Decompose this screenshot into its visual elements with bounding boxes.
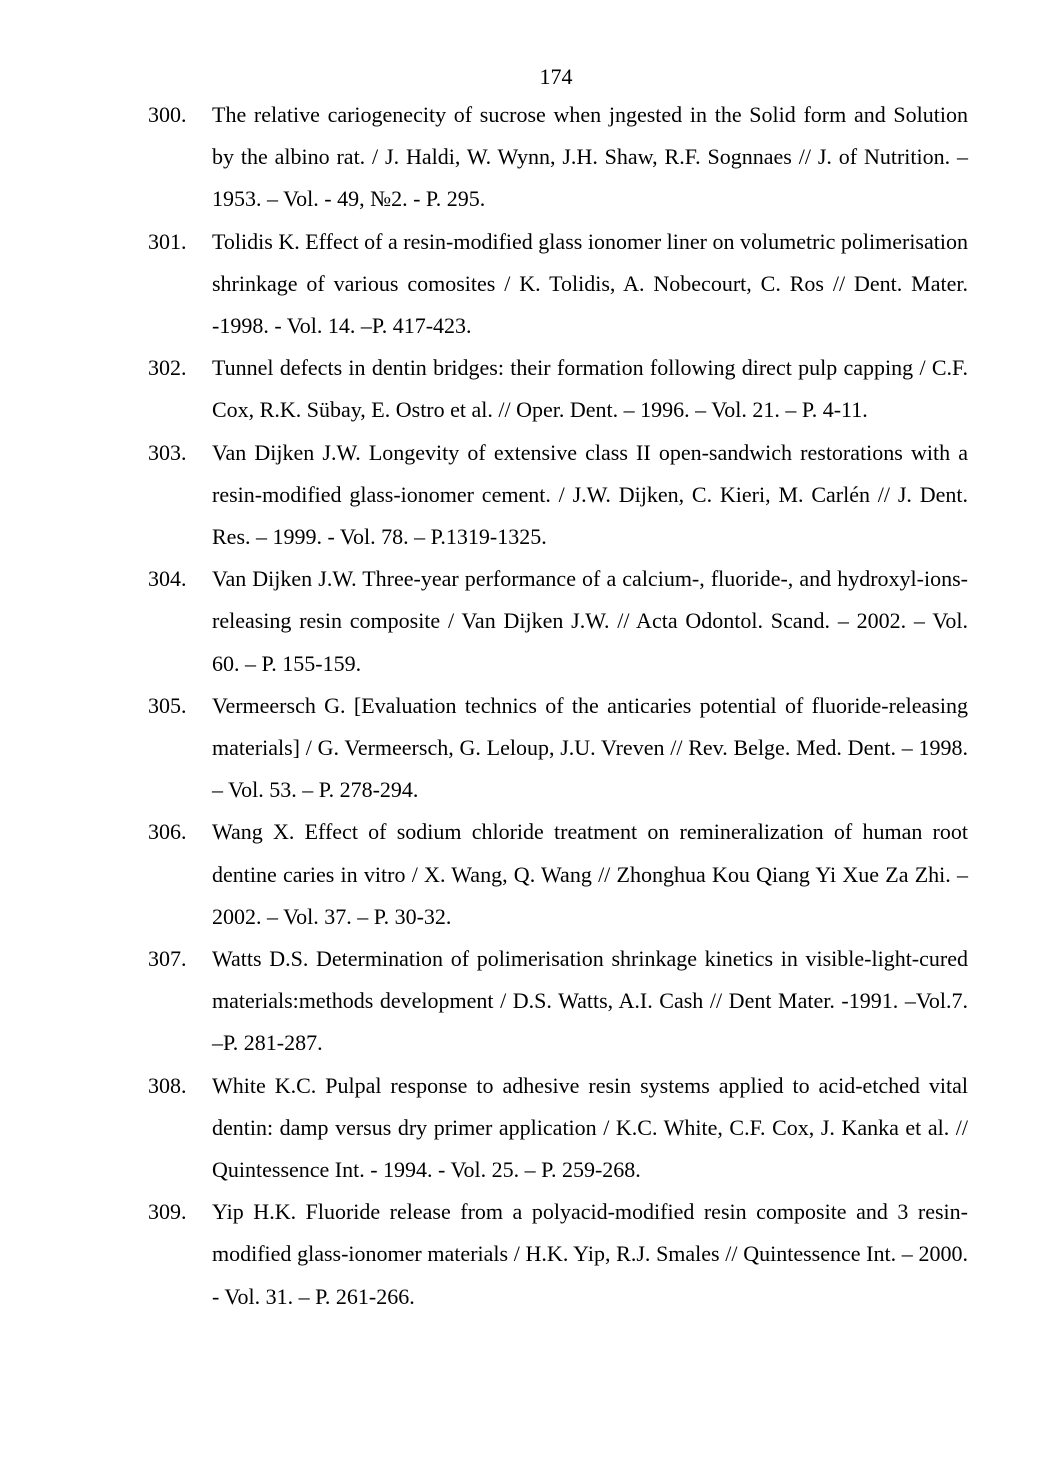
reference-list [148, 94, 968, 1318]
reference-number: 302. [148, 355, 187, 381]
reference-text: Vermeersch G. [Evaluation technics of the anticaries potential of fluoride-releasing materials] / G. Vermeersch, G. Leloup, J.U. Vreven // Rev. Belge. Med. Dent. – 1998. – Vol. 53. – P. 278-294. [212, 692, 968, 803]
reference-item [148, 685, 968, 812]
reference-text: Wang X. Effect of sodium chloride treatment on remineralization of human root dentine caries in vitro / X. Wang, Q. Wang // Zhonghua Kou Qiang Yi Xue Za Zhi. – 2002. – Vol. 37. – P. 30-32. [212, 819, 968, 929]
reference-number: 304. [148, 566, 187, 592]
reference-text: Van Dijken J.W. Three-year performance of a calcium-, fluoride-, and hydroxyl-ions-releasing resin composite / Van Dijken J.W. // Acta Odontol. Scand. – 2002. – Vol. 60. – P. 155-159. [212, 566, 968, 676]
reference-item [148, 347, 968, 431]
reference-text: White K.C. Pulpal response to adhesive resin systems applied to acid-etched vital dentin: damp versus dry primer application / K.C. White, C.F. Cox, J. Kanka et al. // Quintessence Int. - 1994. - Vol. 25. – P. 259-268. [212, 1072, 968, 1183]
reference-number: 306. [148, 819, 187, 845]
reference-item [148, 432, 968, 559]
reference-number: 305. [148, 692, 187, 718]
reference-text: Watts D.S. Determination of polimerisation shrinkage kinetics in visible-light-cured materials:methods development / D.S. Watts, A.I. Cash // Dent Mater. -1991. –Vol.7. –P. 281-287. [212, 946, 968, 1056]
page-number: 174 [539, 64, 573, 89]
reference-item [148, 221, 968, 348]
reference-number: 300. [148, 102, 187, 127]
reference-text: The relative cariogenecity of sucrose when jngested in the Solid form and Solution by the albino rat. / J. Haldi, W. Wynn, J.H. Shaw, R.F. Sognnaes // J. of Nutrition. – 1953. – Vol. - 49, №2. - P. 295. [212, 102, 968, 212]
reference-item [148, 94, 968, 221]
reference-text: Tolidis K. Effect of a resin-modified glass ionomer liner on volumetric polimerisation shrinkage of various comosites / K. Tolidis, A. Nobecourt, C. Ros // Dent. Mater. -1998. - Vol. 14. –P. 417-423. [212, 228, 968, 339]
reference-number: 309. [148, 1199, 187, 1225]
reference-text: Van Dijken J.W. Longevity of extensive class II open-sandwich restorations with a resin-modified glass-ionomer cement. / J.W. Dijken, C. Kieri, M. Carlén // J. Dent. Res. – 1999. - Vol. 78. – P.1319-1325. [212, 439, 968, 550]
reference-item [148, 811, 968, 938]
reference-text: Tunnel defects in dentin bridges: their formation following direct pulp capping / C.F. Cox, R.K. Sübay, E. Ostro et al. // Oper. Dent. – 1996. – Vol. 21. – P. 4-11. [212, 355, 968, 423]
reference-item [148, 558, 968, 685]
reference-number: 301. [148, 228, 187, 254]
reference-number: 303. [148, 439, 187, 465]
reference-item [148, 1191, 968, 1318]
reference-number: 307. [148, 946, 187, 972]
reference-item [148, 938, 968, 1065]
reference-item [148, 1065, 968, 1192]
reference-number: 308. [148, 1072, 187, 1098]
reference-text: Yip H.K. Fluoride release from a polyacid-modified resin composite and 3 resin-modified glass-ionomer materials / H.K. Yip, R.J. Smales // Quintessence Int. – 2000. - Vol. 31. – P. 261-266. [212, 1199, 968, 1309]
